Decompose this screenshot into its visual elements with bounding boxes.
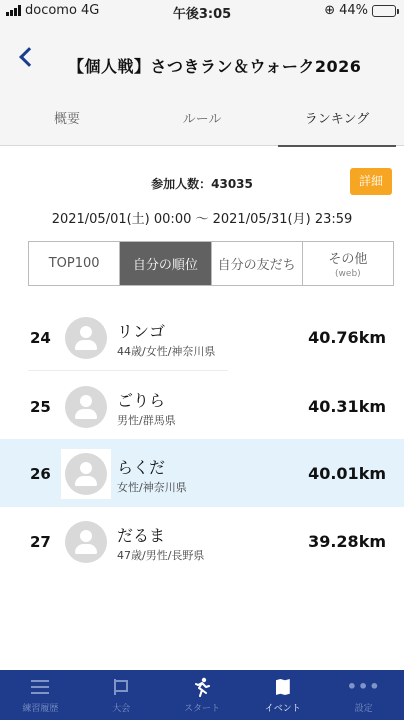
- runner-name: ごりら: [117, 391, 166, 410]
- avatar-icon: [65, 317, 107, 359]
- nav-training-history[interactable]: [0, 670, 81, 720]
- runner-name: らくだ: [117, 458, 166, 477]
- alarm-icon: ⊕: [324, 3, 336, 18]
- battery-percent: 44%: [339, 3, 368, 18]
- flag-icon: [81, 676, 162, 698]
- tab-bar: [0, 100, 404, 146]
- tab-overview[interactable]: 概要: [53, 112, 80, 127]
- segment-label: TOP100: [48, 256, 100, 271]
- runner-profile: 女性/神奈川県: [117, 481, 187, 494]
- bottom-nav: [0, 670, 404, 720]
- map-icon: [242, 676, 323, 698]
- segment-my-friends[interactable]: [212, 242, 303, 285]
- status-time: 午後3:05: [172, 7, 232, 22]
- runner-icon: [162, 676, 243, 698]
- status-right: [324, 3, 396, 18]
- ranking-row[interactable]: [0, 303, 404, 371]
- runner-distance: 40.76km: [308, 328, 386, 347]
- nav-event[interactable]: [242, 670, 323, 720]
- participant-count: 参加人数：43035: [151, 177, 253, 191]
- nav-label: 練習履歴: [22, 704, 59, 714]
- nav-label: 設定: [354, 704, 373, 714]
- segment-label: 自分の友だち: [217, 258, 296, 273]
- segment-my-rank[interactable]: [120, 242, 211, 285]
- avatar-icon: [65, 521, 107, 563]
- ranking-row[interactable]: [0, 372, 404, 440]
- runner-profile: 44歳/女性/神奈川県: [117, 345, 216, 358]
- runner-profile: 47歳/男性/長野県: [117, 549, 205, 562]
- rank-number: 27: [30, 533, 51, 551]
- nav-label: イベント: [264, 704, 301, 714]
- runner-name: リンゴ: [117, 322, 166, 341]
- back-icon[interactable]: [19, 47, 39, 67]
- rank-number: 24: [30, 329, 51, 347]
- more-icon: •••: [346, 677, 381, 696]
- nav-label: スタート: [183, 704, 220, 714]
- segment-label: 自分の順位: [132, 258, 198, 273]
- battery-icon: [372, 5, 396, 17]
- network-label: 4G: [80, 3, 100, 18]
- ranking-filter: [28, 241, 394, 286]
- avatar-icon: [61, 449, 111, 499]
- nav-label: 大会: [112, 704, 131, 714]
- ranking-row[interactable]: [0, 507, 404, 575]
- runner-distance: 39.28km: [308, 532, 386, 551]
- rank-number: 26: [30, 465, 51, 483]
- runner-distance: 40.01km: [308, 464, 386, 483]
- list-icon: [0, 676, 81, 698]
- status-bar: [0, 0, 404, 22]
- page-title: 【個人戦】さつきラン＆ウォーク2026: [68, 57, 362, 76]
- runner-name: だるま: [117, 526, 166, 545]
- detail-button[interactable]: 詳細: [350, 168, 392, 195]
- nav-start[interactable]: [162, 670, 243, 720]
- runner-profile: 男性/群馬県: [117, 414, 176, 427]
- nav-races[interactable]: [81, 670, 162, 720]
- ranking-row-self[interactable]: [0, 439, 404, 507]
- segment-other-web[interactable]: [303, 242, 393, 285]
- carrier-label: docomo: [25, 3, 77, 18]
- segment-sublabel: (web): [335, 269, 361, 279]
- row-divider: [28, 370, 228, 371]
- rank-number: 25: [30, 398, 51, 416]
- tab-ranking[interactable]: ランキング: [270, 100, 404, 146]
- title-bar: [0, 22, 404, 100]
- segment-top100[interactable]: [29, 242, 120, 285]
- nav-settings[interactable]: [323, 670, 404, 720]
- avatar-icon: [65, 386, 107, 428]
- runner-distance: 40.31km: [308, 397, 386, 416]
- event-period: 2021/05/01(土) 00:00 〜 2021/05/31(月) 23:59: [51, 212, 353, 227]
- tab-rules[interactable]: ルール: [182, 112, 222, 127]
- segment-label: その他: [328, 252, 368, 267]
